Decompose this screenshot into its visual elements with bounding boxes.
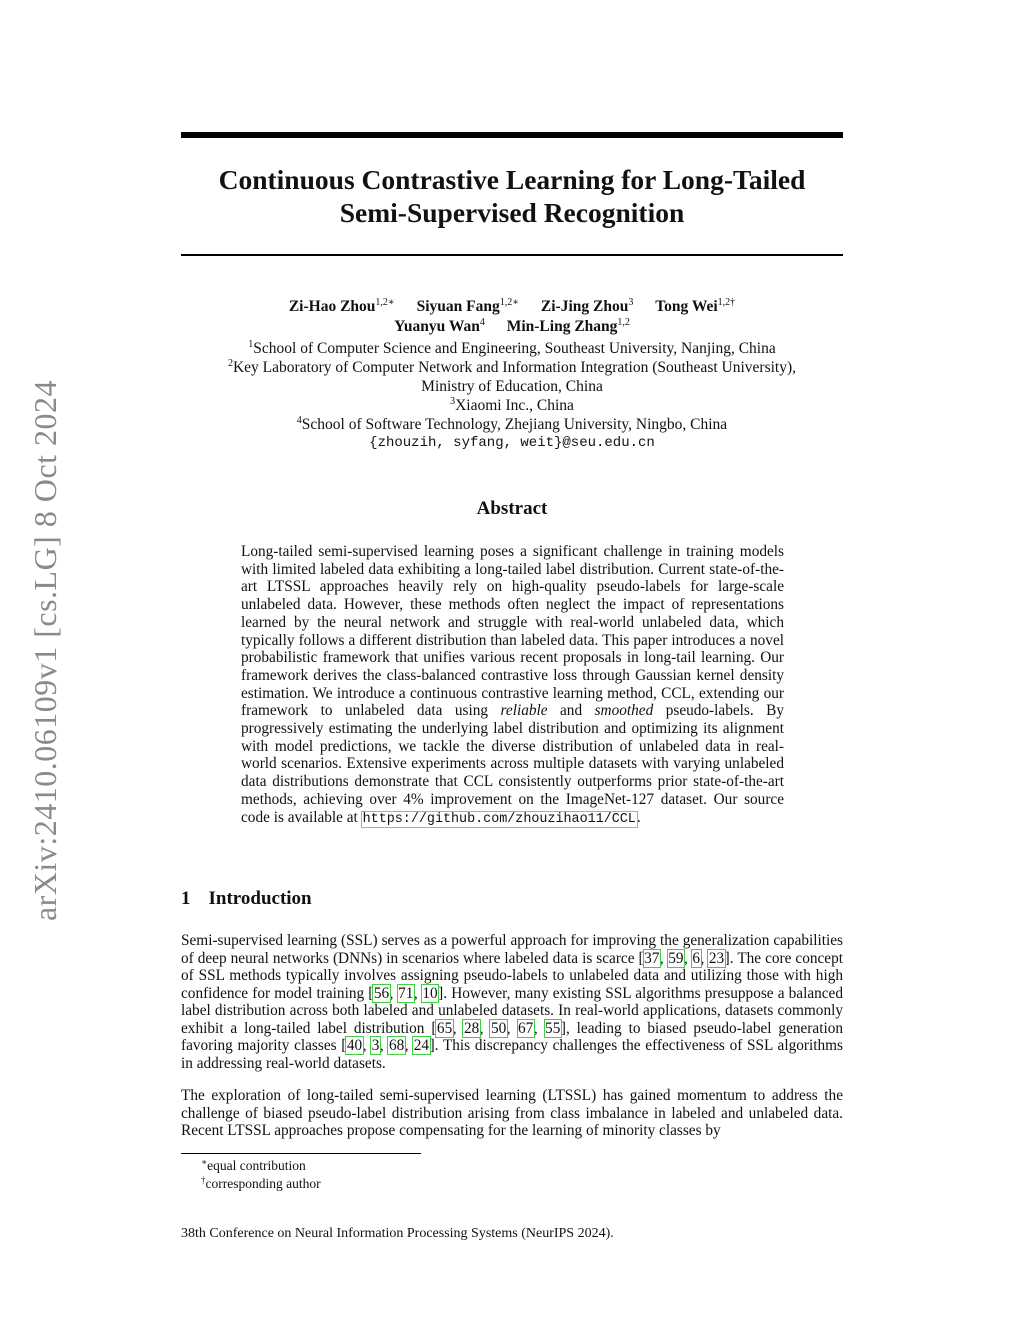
- author: Yuanyu Wan$^4$: [394, 317, 485, 335]
- section-number: 1: [181, 888, 191, 909]
- citation-link[interactable]: 3: [371, 1037, 380, 1054]
- affiliation-2: $^2$Key Laboratory of Computer Network and Information Integration (Southeast University),: [227, 358, 797, 376]
- author: Zi-Jing Zhou$^3$: [540, 297, 634, 315]
- author-row-2: [181, 317, 843, 337]
- footnotes: [181, 1157, 843, 1193]
- emphasis-smoothed: smoothed: [594, 702, 654, 720]
- citation-link[interactable]: 67: [518, 1019, 534, 1037]
- citation-link[interactable]: 40: [346, 1037, 363, 1054]
- intro-paragraph-1: Semi-supervised learning (SSL) serves as a powerful approach for improving the generalization capabilities of deep neural networks (DNNs) in scenarios where labeled data is scarce [37, 59, 6, 23]. The core concept of SSL methods typically involves assigning pseudo-labels to unlabeled data and utilizing those with high confidence for model training [56, 71, 10]. However, many existing SSL algorithms presuppose a balanced label distribution across both labeled and unlabeled datasets. In real-world applications, datasets commonly exhibit a long-tailed label distribution [65, 28, 50, 67, 55], leading to biased pseudo-label generation favoring majority classes [40, 3, 68, 24]. This discrepancy challenges the effectiveness of SSL algorithms in addressing real-world datasets.: [181, 932, 843, 1072]
- arxiv-id-text: arXiv:2410.06109v1 [cs.LG] 8 Oct 2024: [27, 379, 64, 921]
- title-bottom-rule: [181, 254, 843, 256]
- section-title: Introduction: [208, 888, 312, 909]
- footnote-corresponding-author: †corresponding author: [201, 1175, 321, 1191]
- citation-link[interactable]: 6: [692, 949, 701, 967]
- citation-link[interactable]: 65: [436, 1019, 453, 1037]
- citation-link[interactable]: 55: [545, 1019, 561, 1037]
- venue-footer: 38th Conference on Neural Information Processing Systems (NeurIPS 2024).: [181, 1226, 614, 1241]
- citation-link[interactable]: 71: [398, 984, 414, 1002]
- affiliation-3: $^3$Xiaomi Inc., China: [450, 396, 574, 414]
- source-code-link[interactable]: https://github.com/zhouzihao11/CCL: [362, 811, 636, 827]
- author: Min-Ling Zhang$^{1,2}$: [506, 317, 630, 335]
- citation-link[interactable]: 24: [413, 1037, 430, 1054]
- citation-link[interactable]: 59: [668, 949, 684, 967]
- abstract-body: Long-tailed semi-supervised learning poses a significant challenge in training models with limited labeled data exhibiting a long-tailed label distribution. Current state-of-the-art LTSSL approaches heavily rely on high-quality pseudo-labels for large-scale unlabeled data. However, these methods often neglect the impact of representations learned by the neural network and struggle with real-world unlabeled data, which typically follows a different distribution than labeled data. This paper introduces a novel probabilistic framework that unifies various recent proposals in long-tail learning. Our framework derives the class-balanced contrastive loss through Gaussian kernel density estimation. We introduce a continuous contrastive learning method, CCL, extending our framework to unlabeled data using reliable and smoothed pseudo-labels. By progressively estimating the underlying label distribution and optimizing its alignment with model predictions, we tackle the diverse distribution of unlabeled data in real-world scenarios. Extensive experiments across multiple datasets with varying unlabeled data distributions demonstrate that CCL consistently outperforms prior state-of-the-art methods, achieving over 4% improvement on the ImageNet-127 dataset. Our source code is available at https://github.com/zhouzihao11/CCL.: [241, 543, 784, 827]
- citation-link[interactable]: 68: [388, 1037, 405, 1054]
- author-list: [181, 297, 843, 337]
- citation-link[interactable]: 23: [708, 949, 725, 967]
- title-line-1: Continuous Contrastive Learning for Long-Tailed: [218, 164, 806, 195]
- abstract-heading: Abstract: [476, 498, 548, 519]
- arxiv-sidebar-stamp: [22, 365, 70, 935]
- author: Tong Wei$^{1,2\dagger}$: [655, 297, 736, 315]
- emphasis-reliable: reliable: [500, 702, 548, 720]
- citation-link[interactable]: 10: [422, 984, 438, 1002]
- footnote-equal-contribution: ∗equal contribution: [201, 1157, 306, 1173]
- affiliation-4: $^4$School of Software Technology, Zhejiang University, Ningbo, China: [296, 415, 728, 433]
- citation-link[interactable]: 56: [373, 984, 390, 1002]
- title-top-rule: [181, 132, 843, 138]
- author-emails: {zhouzih, syfang, weit}@seu.edu.cn: [369, 435, 655, 451]
- footnote-rule: [181, 1153, 421, 1154]
- author: Zi-Hao Zhou$^{1,2∗}$: [288, 297, 395, 315]
- title-line-2: Semi-Supervised Recognition: [339, 197, 685, 228]
- affiliation-1: $^1$School of Computer Science and Engineering, Southeast University, Nanjing, China: [248, 339, 776, 357]
- section-heading-introduction: [181, 888, 312, 910]
- intro-paragraph-2: The exploration of long-tailed semi-supervised learning (LTSSL) has gained momentum to address the challenge of biased pseudo-label distribution arising from class imbalance in labeled and unlabeled data. Recent LTSSL approaches propose compensating for the learning of minority classes by: [181, 1087, 843, 1139]
- author-row-1: [181, 297, 843, 317]
- citation-link[interactable]: 37: [644, 949, 660, 967]
- author: Siyuan Fang$^{1,2∗}$: [416, 297, 520, 315]
- citation-link[interactable]: 50: [490, 1019, 507, 1037]
- citation-link[interactable]: 28: [463, 1019, 480, 1037]
- affiliations: [181, 339, 843, 453]
- affiliation-2-cont: Ministry of Education, China: [421, 378, 603, 395]
- paper-title: [181, 163, 843, 229]
